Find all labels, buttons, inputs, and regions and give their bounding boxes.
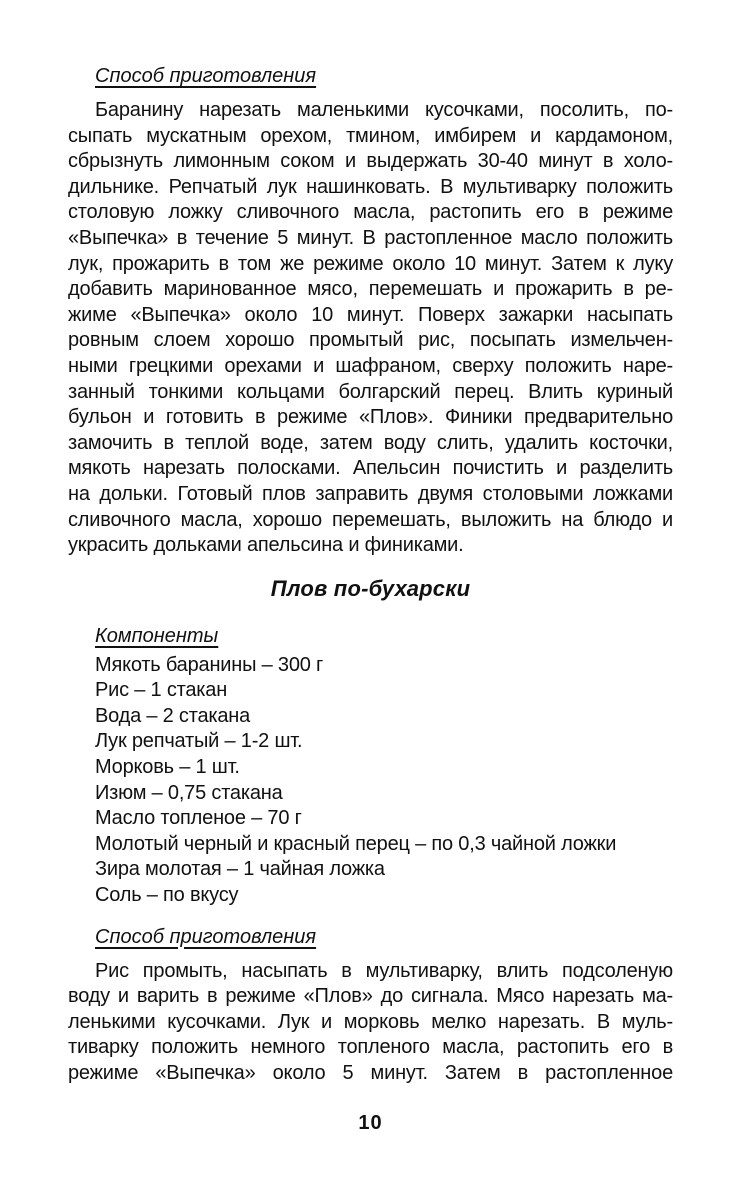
section-heading-method-top (68, 63, 673, 89)
ingredient-item: Масло топленое – 70 г (95, 807, 302, 830)
paragraph-line: «Выпечка» в течение 5 минут. В растопленное масло положить (68, 226, 673, 249)
paragraph-line: добавить маринованное мясо, перемешать и прожарить в ре- (68, 278, 673, 301)
paragraph-line: жиме «Выпечка» около 10 минут. Поверх зажарки насыпать (68, 303, 673, 326)
paragraph-line: дильнике. Репчатый лук нашинковать. В мультиварку положить (68, 175, 673, 198)
ingredient-item: Изюм – 0,75 стакана (95, 781, 283, 804)
paragraph-line: замочить в теплой воде, затем воду слить, удалить косточки, (68, 431, 673, 454)
ingredient-item: Рис – 1 стакан (95, 679, 228, 702)
paragraph-line: Рис промыть, насыпать в мультиварку, влить подсоленую (95, 959, 673, 982)
section-heading-components-label: Компоненты (95, 624, 219, 647)
section-heading-method-bottom (68, 924, 673, 950)
paragraph-line: сбрызнуть лимонным соком и выдержать 30-40 минут в холо- (68, 150, 673, 173)
section-heading-method-bottom-label: Способ приготовления (95, 925, 317, 948)
paragraph-line: сыпать мускатным орехом, тмином, имбирем и кардамоном, (68, 124, 673, 147)
recipe-title: Плов по-бухарски (270, 575, 471, 601)
paragraph-line: занный тонкими кольцами болгарский перец. Влить куриный (68, 380, 673, 403)
paragraph-line: сливочного масла, хорошо перемешать, выложить на блюдо и (68, 508, 673, 531)
ingredient-item: Зира молотая – 1 чайная ложка (95, 858, 385, 881)
section-heading-method-top-label: Способ приготовления (95, 65, 317, 87)
ingredient-item: Соль – по вкусу (95, 884, 239, 907)
paragraph-method-bottom (68, 959, 673, 1087)
paragraph-line: украсить дольками апельсина и финиками. (68, 534, 464, 557)
paragraph-method-top (68, 98, 673, 559)
paragraph-line: мякоть нарезать полосками. Апельсин почистить и разделить (68, 457, 673, 480)
paragraph-line: тиварку положить немного топленого масла, растопить его в (68, 1036, 673, 1059)
ingredient-item: Молотый черный и красный перец – по 0,3 чайной ложки (95, 832, 617, 855)
section-heading-components (68, 623, 673, 649)
paragraph-line: ленькими кусочками. Лук и морковь мелко нарезать. В муль- (68, 1010, 673, 1033)
ingredient-item: Вода – 2 стакана (95, 704, 251, 727)
paragraph-line: бульон и готовить в режиме «Плов». Финики предварительно (68, 406, 673, 429)
paragraph-line: лук, прожарить в том же режиме около 10 минут. Затем к луку (68, 252, 673, 275)
ingredient-list (68, 653, 673, 909)
page-number: 10 (358, 1111, 383, 1134)
ingredient-item: Морковь – 1 шт. (95, 756, 240, 779)
paragraph-line: столовую ложку сливочного масла, растопить его в режиме (68, 201, 673, 224)
paragraph-line: Баранину нарезать маленькими кусочками, посолить, по- (95, 99, 673, 121)
paragraph-line: ровным слоем хорошо промытый рис, посыпать измельчен- (68, 329, 673, 352)
paragraph-line: режиме «Выпечка» около 5 минут. Затем в растопленное (68, 1062, 673, 1084)
ingredient-item: Мякоть баранины – 300 г (95, 653, 324, 676)
paragraph-line: ными грецкими орехами и шафраном, сверху положить наре- (68, 354, 673, 377)
ingredient-item: Лук репчатый – 1-2 шт. (95, 730, 303, 753)
paragraph-line: на дольки. Готовый плов заправить двумя столовыми ложками (68, 482, 673, 505)
paragraph-line: воду и варить в режиме «Плов» до сигнала. Мясо нарезать ма- (68, 985, 673, 1008)
